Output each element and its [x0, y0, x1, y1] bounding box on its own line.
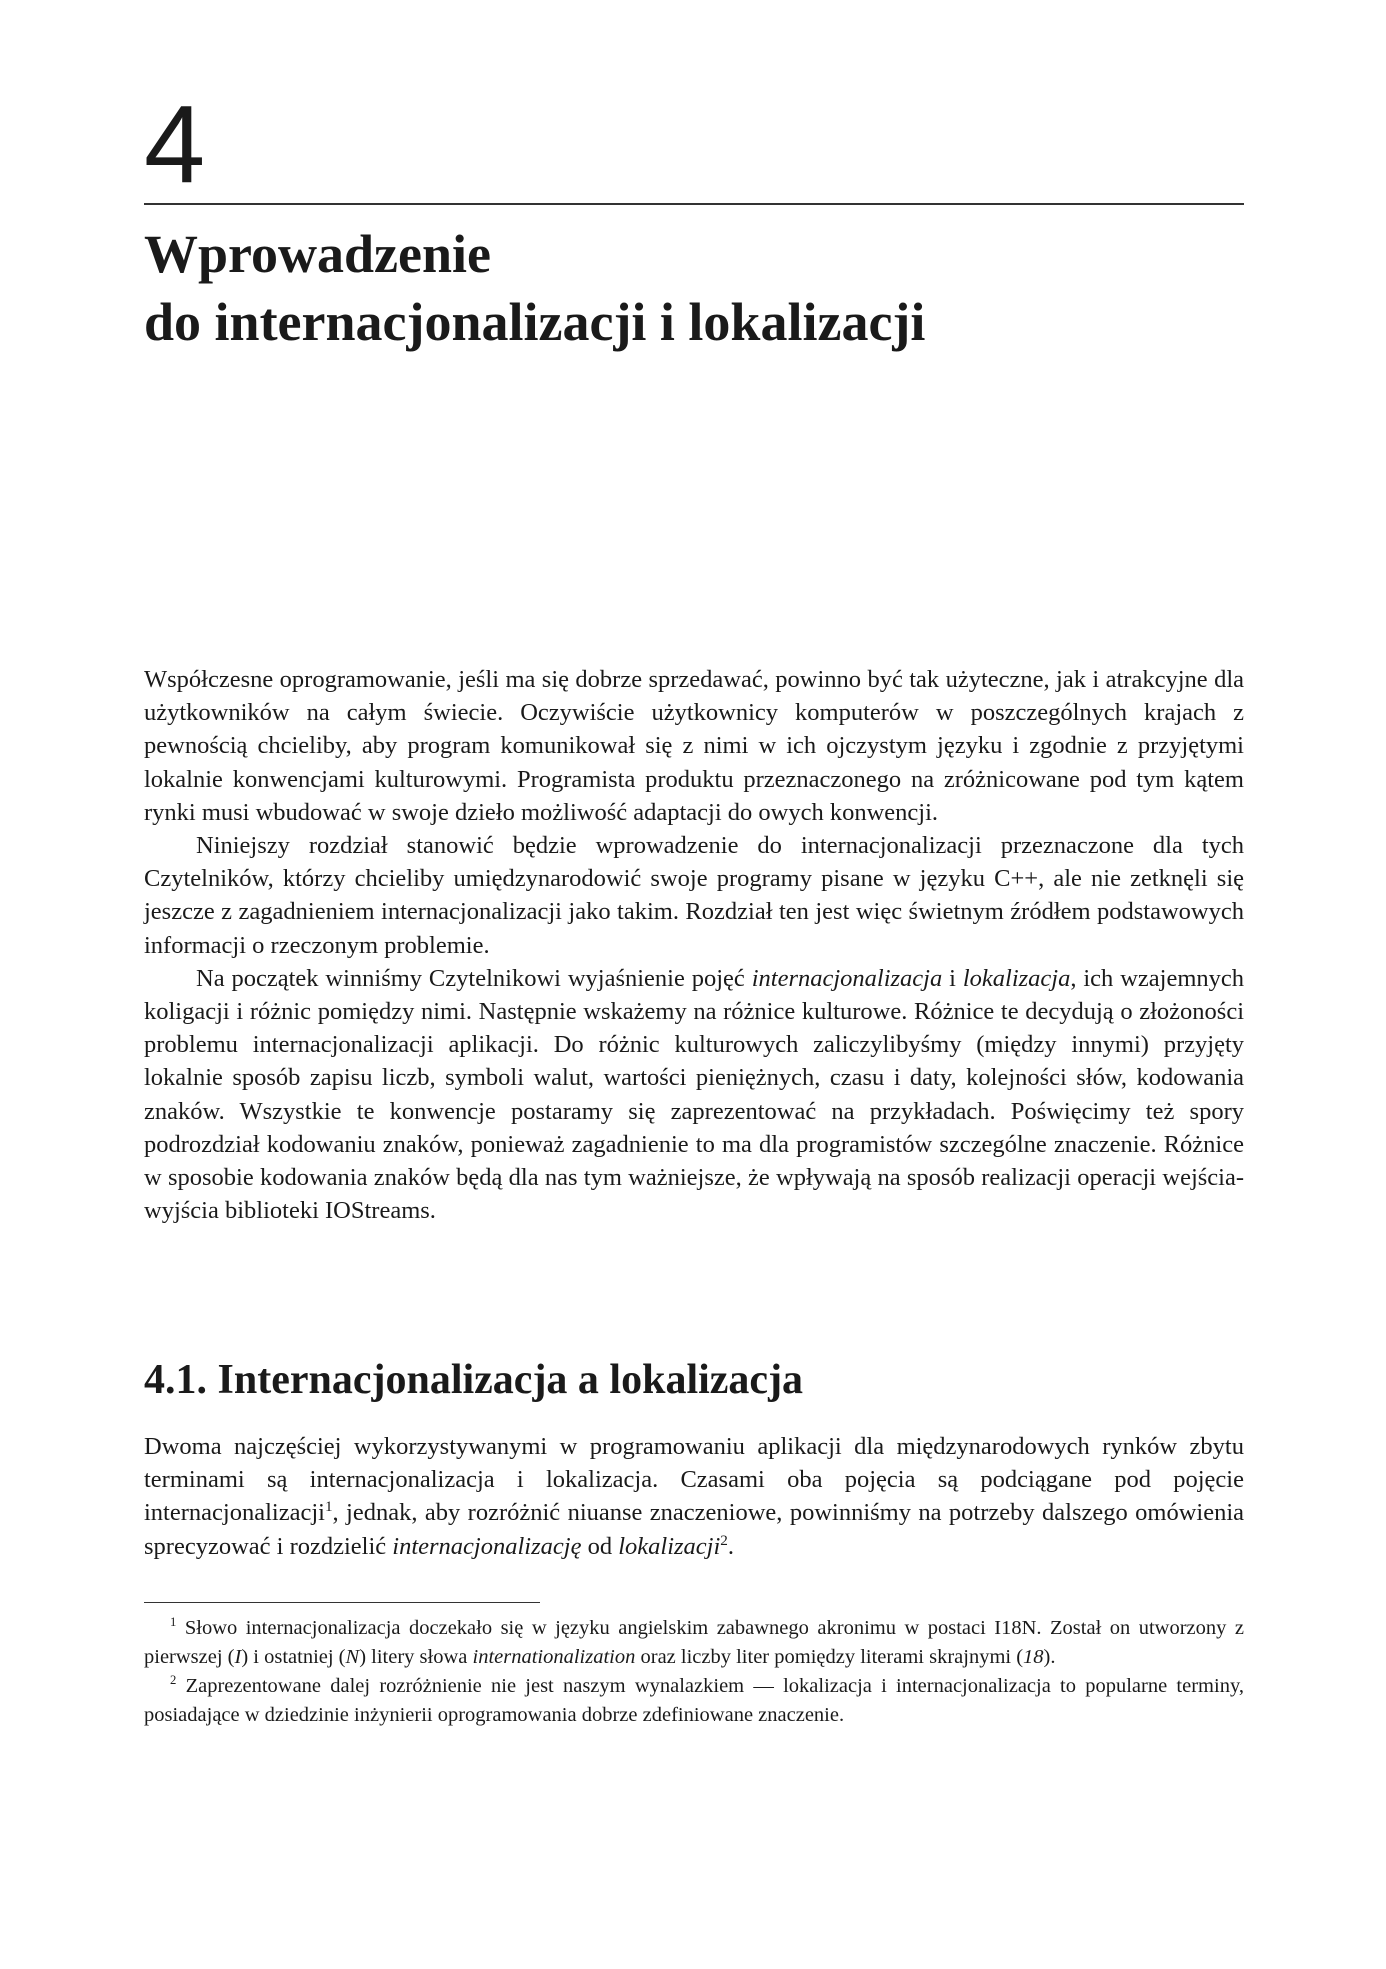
intro-paragraph-1: Współczesne oprogramowanie, jeśli ma się dobrze sprzedawać, powinno być tak użyteczne, jak i atrakcyjne dla użytkowników na całym świecie. Oczywiście użytkownicy komputerów w poszczególnych krajach z pewnością chcieliby, aby program komunikował się z nimi w ich ojczystym języku i zgodnie z przyjętymi lokalnie konwencjami kulturowymi. Programista produktu przeznaczonego na zróżnicowane pod tym kątem rynki musi wbudować w swoje dzieło możliwość adaptacji do owych konwencji.: [144, 666, 1244, 826]
footnote-mark-1: 1: [170, 1615, 177, 1630]
text-run: od: [581, 1532, 619, 1560]
book-page: [144, 0, 1244, 1969]
footnote-ref-1[interactable]: 1: [324, 1498, 333, 1516]
term-internacjonalizacja: internacjonalizacja: [751, 964, 943, 992]
footnote-italic: internationalization: [472, 1646, 636, 1668]
text-run: .: [727, 1532, 734, 1560]
term-lokalizacji: lokalizacji: [618, 1532, 721, 1560]
text-run: Dwoma najczęściej wykorzystywanymi w programowaniu aplikacji dla międzynarodowych rynków zbytu terminami są internacjonalizacja i lokalizacja. Czasami oba pojęcia są podciągane pod pojęcie internacjonalizacji: [144, 1433, 1244, 1527]
chapter-title-line-2: do internacjonalizacji i lokalizacji: [144, 292, 926, 352]
section-heading: 4.1. Internacjonalizacja a lokalizacja: [144, 1357, 804, 1403]
intro-paragraph-3: [144, 962, 1244, 1228]
footnote-italic: N: [345, 1646, 360, 1668]
footnote-italic: 18: [1023, 1646, 1044, 1668]
footnote-ref-2[interactable]: 2: [720, 1531, 728, 1549]
chapter-title: [144, 220, 925, 356]
text-run: , jednak, aby rozróżnić niuanse znaczeniowe, powinniśmy na potrzeby dalszego omówienia sprecyzować i rozdzielić: [144, 1499, 1244, 1560]
footnote-1: [144, 1614, 1244, 1672]
section-paragraph-1: [144, 1430, 1244, 1563]
text-run: Słowo internacjonalizacja doczekało się w języku angielskim zabawnego akronimu w postaci I18N. Został on utworzony z pierwszej (: [144, 1617, 1244, 1668]
text-run: Na początek winniśmy Czytelnikowi wyjaśnienie pojęć: [196, 964, 752, 992]
text-run: ).: [1043, 1646, 1056, 1668]
footnote-2: [144, 1672, 1244, 1730]
text-run: i: [942, 964, 963, 992]
footnote-divider: [144, 1602, 540, 1603]
section-body: [144, 1430, 1244, 1563]
chapter-divider: [144, 203, 1244, 205]
text-run: ) litery słowa: [359, 1646, 473, 1668]
term-lokalizacja: lokalizacja: [962, 964, 1071, 992]
chapter-number: 4: [144, 83, 206, 206]
term-internacjonalizacje: internacjonalizację: [392, 1532, 582, 1560]
text-run: , ich wzajemnych koligacji i różnic pomiędzy nimi. Następnie wskażemy na różnice kulturowe. Różnice te decydują o złożoności problemu internacjonalizacji aplikacji. Do różnic kulturowych zaliczylibyśmy (między innymi) przyjęty lokalnie sposób zapisu liczb, symboli walut, wartości pieniężnych, czasu i daty, kolejności słów, kodowania znaków. Wszystkie te konwencje postaramy się zaprezentować na przykładach. Poświęcimy też spory podrozdział kodowaniu znaków, ponieważ zagadnienie to ma dla programistów szczególne znaczenie. Różnice w sposobie kodowania znaków będą dla nas tym ważniejsze, że wpływają na sposób realizacji operacji wejścia-wyjścia biblioteki IOStreams.: [144, 964, 1244, 1225]
footnote-mark-2: 2: [170, 1673, 177, 1688]
text-run: Zaprezentowane dalej rozróżnienie nie jest naszym wynalazkiem — lokalizacja i internacjonalizacja to popularne terminy, posiadające w dziedzinie inżynierii oprogramowania dobrze zdefiniowane znaczenie.: [144, 1675, 1244, 1726]
chapter-title-line-1: Wprowadzenie: [144, 224, 491, 284]
text-run: oraz liczby liter pomiędzy literami skrajnymi (: [635, 1646, 1024, 1668]
text-run: ) i ostatniej (: [241, 1646, 346, 1668]
footnote-italic: I: [234, 1646, 242, 1668]
intro-paragraph-2: Niniejszy rozdział stanowić będzie wprowadzenie do internacjonalizacji przeznaczone dla tych Czytelników, którzy chcieliby umiędzynarodowić swoje programy pisane w języku C++, ale nie zetknęli się jeszcze z zagadnieniem internacjonalizacji jako takim. Rozdział ten jest więc świetnym źródłem podstawowych informacji o rzeczonym problemie.: [144, 832, 1244, 959]
chapter-intro: [144, 663, 1244, 1227]
footnotes: [144, 1614, 1244, 1730]
